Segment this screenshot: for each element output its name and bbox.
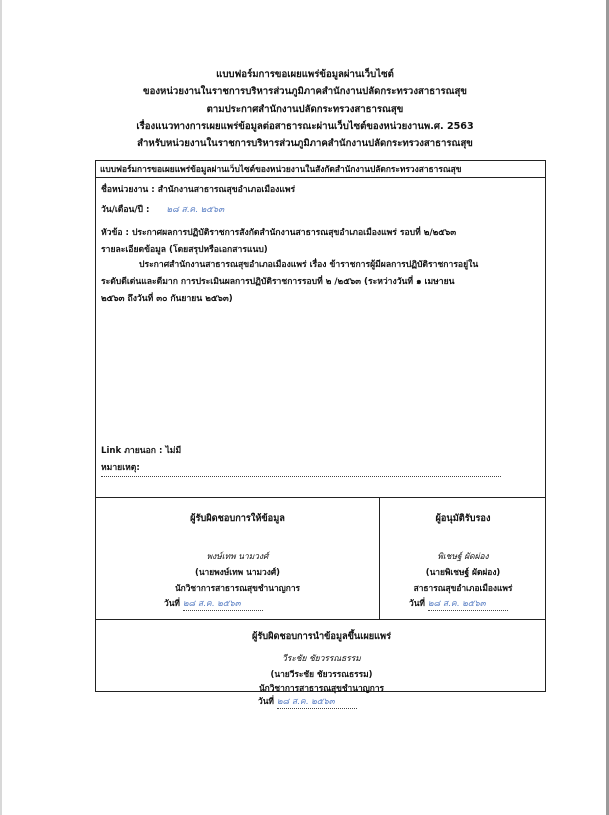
header-line: ของหน่วยงานในราชการบริหารส่วนภูมิภาคสำนักงานปลัดกระทรวงสาธารณสุข (143, 86, 467, 98)
provider-date-label: วันที่ (164, 598, 180, 608)
provider-name: (นายพงษ์เทพ นามวงศ์) (195, 567, 280, 577)
publisher-date-label: วันที่ (258, 696, 274, 706)
document-header (90, 66, 520, 152)
approver-signature-block (379, 511, 547, 611)
date-label: วัน/เดือน/ปี : (101, 205, 150, 215)
approver-date-label: วันที่ (409, 598, 425, 608)
publisher-name: (นายวีระชัย ชัยวรรณธรรม) (270, 669, 373, 679)
provider-heading: ผู้รับผิดชอบการให้ข้อมูล (190, 513, 285, 524)
date-field (101, 202, 224, 216)
provider-signature-block (96, 511, 379, 611)
approver-position: สาธารณสุขอำเภอเมืองแพร่ (413, 583, 513, 593)
provider-date (96, 596, 379, 611)
agency-label: ชื่อหน่วยงาน : (101, 185, 155, 195)
approver-date (379, 596, 547, 611)
publisher-signature: วีระชัย ชัยวรรณธรรม (282, 653, 361, 663)
subject-label: หัวข้อ : (101, 228, 129, 238)
approver-date-value: ๒๘ ส.ค. ๒๕๖๓ (427, 599, 486, 609)
publisher-position: นักวิชาการสาธารณสุขชำนาญการ (258, 683, 385, 693)
publisher-date (96, 694, 547, 709)
subject-value: ประกาศผลการปฏิบัติราชการสังกัดสำนักงานสาธารณสุขอำเภอเมืองแพร่ รอบที่ ๒/๒๕๖๓ (131, 228, 457, 238)
link-label: Link ภายนอก : (101, 446, 163, 456)
note-label: หมายเหตุ: (101, 463, 140, 473)
provider-date-value: ๒๘ ส.ค. ๒๕๖๓ (182, 599, 241, 609)
publisher-date-value: ๒๘ ส.ค. ๒๕๖๓ (276, 697, 335, 707)
header-line: ตามประกาศสำนักงานปลัดกระทรวงสาธารณสุข (206, 103, 404, 115)
header-line: แบบฟอร์มการขอเผยแพร่ข้อมูลผ่านเว็บไซต์ (216, 69, 394, 80)
agency-value: สำนักงานสาธารณสุขอำเภอเมืองแพร่ (157, 185, 296, 195)
approver-name: (นายพิเชษฐ์ ผัดผ่อง) (425, 567, 501, 577)
detail-line: ระดับดีเด่นและดีมาก การประเมินผลการปฏิบัติราชการรอบที่ ๒ /๒๕๖๓ (ระหว่างวันที่ ๑ เมษายน (101, 277, 455, 287)
publisher-signature-block (96, 629, 547, 709)
subject-field (101, 225, 456, 239)
divider (96, 497, 545, 498)
link-value: ไม่มี (165, 446, 182, 456)
request-form (95, 160, 546, 707)
link-field (101, 443, 181, 457)
header-line: สำหรับหน่วยงานในราชการบริหารส่วนภูมิภาคสำนักงานปลัดกระทรวงสาธารณสุข (137, 138, 473, 150)
provider-signature: พงษ์เทพ นามวงศ์ (206, 551, 269, 561)
detail-text (101, 257, 543, 308)
detail-label: รายละเอียดข้อมูล (โดยสรุปหรือเอกสารแนบ) (101, 245, 268, 255)
approver-heading: ผู้อนุมัติรับรอง (435, 513, 491, 524)
header-line: เรื่องแนวทางการเผยแพร่ข้อมูลต่อสาธารณะผ่านเว็บไซต์ของหน่วยงานพ.ศ. 2563 (136, 120, 474, 132)
divider (96, 619, 545, 620)
provider-position: นักวิชาการสาธารณสุขชำนาญการ (174, 583, 301, 593)
detail-line: ๒๕๖๓ ถึงวันที่ ๓๐ กันยายน ๒๕๖๓) (101, 294, 233, 304)
date-value-handwritten: ๒๘ ส.ค. ๒๕๖๓ (166, 205, 225, 215)
note-dotted-line (101, 476, 501, 477)
agency-field (101, 182, 295, 196)
page-left-edge (0, 0, 2, 815)
form-title: แบบฟอร์มการขอเผยแพร่ข้อมูลผ่านเว็บไซต์ของหน่วยงานในสังกัดสำนักงานปลัดกระทรวงสาธารณสุข (96, 161, 545, 178)
detail-line: ประกาศสำนักงานสาธารณสุขอำเภอเมืองแพร่ เรื่อง ข้าราชการผู้มีผลการปฏิบัติราชการอยู่ใน (139, 260, 479, 270)
publisher-heading: ผู้รับผิดชอบการนำข้อมูลขึ้นเผยแพร่ (251, 631, 392, 642)
approver-signature: พิเชษฐ์ ผัดผ่อง (437, 551, 489, 561)
